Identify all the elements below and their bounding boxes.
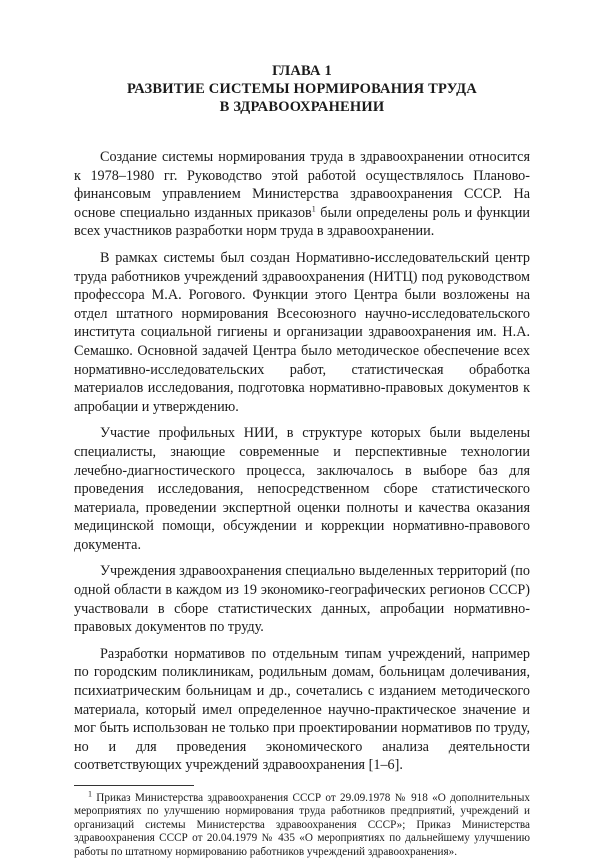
page	[74, 62, 530, 859]
paragraph-1-text-end: были определены роль и функции всех участников разработки норм труда в здравоохранении.	[74, 204, 530, 240]
body-text	[74, 148, 530, 775]
paragraph-3: Участие профильных НИИ, в структуре которых были выделены специалисты, знающие современные и перспективные технологии лечебно-диагностического процесса, заключалось в выборе баз для проведения исследования, непосредственном сборе статистического материала, проведении экспертной оценки полноты и качества оказания медицинской помощи, обсуждении и коррекции нормативно-правового документа.	[74, 425, 530, 553]
paragraph-5: Разработки нормативов по отдельным типам учреждений, например по городским поликлиникам, родильным домам, больницам долечивания, психиатрическим больницам и др., сочетались с изданием методического материала, который имел определенное научно-практическое значение и мог быть использован не только при проектировании нормативов по труду, но и для проведения экономического анализа деятельности соответствующих учреждений здравоохранения [1–6].	[74, 645, 530, 774]
footnote-divider	[74, 785, 194, 786]
paragraph-1-text: Создание системы нормирования труда в здравоохранении относится к 1978–1980 гг. Руководство этой работой осуществлялось Планово-финансовым управлением Министерства здравоохранения СССР. На основе специально изданных приказов	[74, 149, 530, 221]
paragraph-2: В рамках системы был создан Нормативно-исследовательский центр труда работников учреждений здравоохранения (НИТЦ) под руководством профессора М.А. Рогового. Функции этого Центра были возложены на отдел штатного нормирования Всесоюзного научно-исследовательского института социальной гигиены и организации здравоохранения им. Н.А. Семашко. Основной задачей Центра было методическое обеспечение всех нормативно-исследовательских работ, статистическая обработка материалов исследования, подготовка нормативно-правовых документов к апробации и утверждению.	[74, 249, 530, 415]
chapter-number: ГЛАВА 1	[272, 63, 332, 79]
chapter-title-line-1: РАЗВИТИЕ СИСТЕМЫ НОРМИРОВАНИЯ ТРУДА	[127, 81, 477, 97]
paragraph-1	[74, 148, 530, 241]
footnote-marker: 1	[88, 789, 92, 799]
footnote-reference: 1	[311, 204, 316, 214]
footnote	[74, 789, 530, 859]
chapter-heading	[74, 62, 530, 116]
paragraph-4: Учреждения здравоохранения специально выделенных территорий (по одной области в каждом из 19 экономико-географических регионов СССР) участвовали в сборе статистических данных, апробации нормативно-правовых документов по труду.	[74, 563, 530, 636]
chapter-title-line-2: В ЗДРАВООХРАНЕНИИ	[219, 99, 385, 115]
footnote-text: Приказ Министерства здравоохранения СССР от 29.09.1978 № 918 «О дополнительных мероприятиях по улучшению нормирования труда работников предприятий, учреждений и организаций системы Министерства здравоохранения СССР»; Приказ Министерства здравоохранения СССР от 20.04.1979 № 435 «О мероприятиях по дальнейшему улучшению работы по штатному нормированию работников учреждений здравоохранения».	[74, 792, 530, 858]
